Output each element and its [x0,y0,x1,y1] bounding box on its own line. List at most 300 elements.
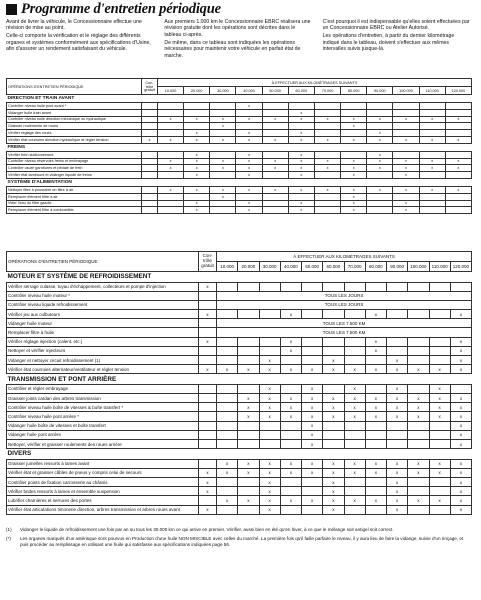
check-cell: x [429,459,450,468]
page-title: Programme d'entretien périodique [21,1,221,17]
check-cell: x [288,158,314,165]
check-cell: x [184,130,210,137]
check-cell: x [288,165,314,172]
check-cell [387,337,408,346]
check-cell [302,337,323,346]
check-cell [259,440,280,449]
check-cell: x [429,412,450,421]
check-cell [262,109,288,116]
operation-label: Contrôler points de fixation carrosserie au châssis [7,478,199,487]
check-cell [367,193,393,200]
check-cell [217,384,238,393]
check-cell: x [238,412,259,421]
check-cell [387,310,408,319]
check-cell [429,421,450,430]
check-cell: x [450,430,471,439]
table-row [7,468,472,477]
check-cell [236,109,262,116]
check-cell [142,207,158,214]
check-cell [210,200,236,207]
table-row [7,384,472,393]
check-cell: x [288,109,314,116]
section-row [7,449,472,460]
section-title: DIRECTION ET TRAIN AVANT [7,95,472,103]
check-cell: x [259,394,280,403]
check-cell: x [450,412,471,421]
check-cell [199,421,217,430]
section-row [7,143,472,151]
km-label: 60.000 [288,87,314,95]
ops-header: OPÉRATIONS D'ENTRETIEN PÉRIODIQUE [7,79,142,95]
check-cell [259,346,280,355]
check-cell [280,282,301,291]
check-cell [344,356,365,365]
check-cell: x [341,136,367,143]
check-cell: x [450,505,471,514]
operation-label: Vérifier état courroies alternateur/ventilateur et régler tension [7,365,199,374]
check-cell [217,356,238,365]
table-row [7,158,472,165]
check-cell: x [184,151,210,158]
check-cell: x [184,116,210,123]
check-cell [158,103,184,110]
check-cell [280,356,301,365]
check-cell [341,109,367,116]
check-cell: x [450,459,471,468]
check-cell [262,207,288,214]
check-cell [142,130,158,137]
check-cell [142,193,158,200]
table-row [7,291,472,300]
check-cell: x [419,136,445,143]
check-cell [445,200,471,207]
check-cell [199,459,217,468]
page-header [6,3,221,16]
check-cell: x [238,468,259,477]
check-cell [142,158,158,165]
check-cell [429,478,450,487]
check-cell: x [262,136,288,143]
operation-label: Nettoyer filtre à poussière en filtre à air [7,186,142,193]
table-row [7,346,472,355]
operation-label: Vérifier état courroies direction hydraulique et régler tension [7,136,142,143]
check-cell [344,421,365,430]
check-cell [199,328,217,337]
check-cell: x [302,421,323,430]
check-cell [217,337,238,346]
footnote-number: (1) [6,527,12,532]
check-cell: x [210,193,236,200]
check-cell [393,151,419,158]
check-cell: x [142,136,158,143]
km-header: À EFFECTUER AUX KILOMÉTRAGES SUIVANTS [217,252,472,262]
check-cell [288,193,314,200]
check-cell: x [280,459,301,468]
check-cell [419,193,445,200]
table-header-row [7,79,472,87]
intro-paragraph: De même, dans ce tableau sont indiquées les opérations nécessaires pour maintenir votre véhicule en parfait état de marche. [164,39,301,59]
table-row [7,200,472,207]
check-cell: x [302,365,323,374]
check-cell [445,103,471,110]
check-cell: x [259,384,280,393]
interval-note: TOUS LES JOURS [217,300,472,309]
check-cell [429,356,450,365]
operation-label: Remplacer élément filtre à air [7,193,142,200]
check-cell: x [387,412,408,421]
check-cell [365,478,386,487]
km-label: 70.000 [314,87,340,95]
check-cell [408,421,429,430]
check-cell: x [288,130,314,137]
operation-label: Remplacer élément filtre à combustible [7,207,142,214]
operation-label: Nettoyer, vérifier et graisser roulements des roues arrière [7,440,199,449]
check-cell: x [184,172,210,179]
operation-label: Vidanger huile train avant [7,109,142,116]
check-cell [262,172,288,179]
operation-label: Vérifier réglage injection (calent. etc.) [7,337,199,346]
check-cell: x [367,116,393,123]
check-cell: x [393,165,419,172]
km-label: 40.000 [280,262,301,272]
table-row [7,103,472,110]
footnote-text: Vidanger le liquide de refroidissement une fois par an ou tous les 30.000 km ce qui arrive en premier. Vérifier, aussi bien en été qu'en hiver, à ce que le mélange soit antigel soit correct. [20,527,394,532]
check-cell [210,151,236,158]
check-cell: x [259,478,280,487]
check-cell: x [302,403,323,412]
table-row [7,136,472,143]
table-row [7,356,472,365]
check-cell [344,310,365,319]
check-cell: x [344,412,365,421]
operation-label: Nettoyer et vérifier injecteurs [7,346,199,355]
km-label: 50.000 [302,262,323,272]
check-cell: x [387,459,408,468]
check-cell [280,440,301,449]
section-title: TRANSMISSION ET PONT ARRIÈRE [7,374,472,385]
operation-label: Lubrifier charnières et serrures des portes [7,496,199,505]
check-cell [323,346,344,355]
check-cell [323,310,344,319]
check-cell [314,123,340,130]
check-cell [365,421,386,430]
check-cell: x [236,151,262,158]
check-cell: x [367,151,393,158]
check-cell: x [262,158,288,165]
check-cell [210,130,236,137]
check-cell [450,384,471,393]
table-row [7,365,472,374]
check-cell: x [259,459,280,468]
km-label: 90.000 [387,262,408,272]
check-cell [158,207,184,214]
operation-label: Contrôler niveau liquide refroidissement [7,300,199,309]
table-row [7,165,472,172]
check-cell: x [344,403,365,412]
check-cell: x [199,468,217,477]
check-cell [262,123,288,130]
check-cell [408,346,429,355]
check-cell: x [323,356,344,365]
check-cell: x [288,151,314,158]
check-cell [429,505,450,514]
table-row [7,109,472,116]
km-label: 60.000 [323,262,344,272]
check-cell: x [302,430,323,439]
check-cell: x [387,505,408,514]
check-cell [408,310,429,319]
check-cell: x [367,158,393,165]
check-cell: x [393,186,419,193]
check-cell [429,440,450,449]
intro-paragraph: C'est pourquoi il est indispensable qu'elles soient effectuées par un Concessionnaire EBRC ou Atelier Autorisé. [322,19,470,32]
title-square-icon [6,4,17,15]
check-cell: x [344,468,365,477]
check-cell: x [387,356,408,365]
check-cell: x [445,186,471,193]
check-cell: x [365,365,386,374]
check-cell [365,282,386,291]
table-row [7,310,472,319]
check-cell [217,394,238,403]
check-cell [199,440,217,449]
check-cell: x [341,172,367,179]
check-cell: x [210,165,236,172]
check-cell: x [408,394,429,403]
check-cell [344,282,365,291]
operation-label: Contrôler niveau huile pont avant * [7,103,142,110]
check-cell [259,337,280,346]
check-cell [302,478,323,487]
check-cell: x [387,394,408,403]
operation-label: Vidanger huile moteur [7,319,199,328]
check-cell: x [158,136,184,143]
check-cell [259,310,280,319]
operation-label: Contrôler niveau huile moteur * [7,291,199,300]
check-cell: x [429,403,450,412]
check-cell [158,151,184,158]
check-cell [262,200,288,207]
check-cell [323,384,344,393]
check-cell: x [408,459,429,468]
operation-label: Contrôler niveau réservoirs freins et embrayage [7,158,142,165]
check-cell: x [217,365,238,374]
check-cell: x [450,440,471,449]
check-cell: x [365,412,386,421]
check-cell: x [341,200,367,207]
free-control-header: Con-trôle gratuit [142,79,158,95]
check-cell [344,346,365,355]
check-cell: x [393,116,419,123]
check-cell: x [323,459,344,468]
check-cell: x [259,412,280,421]
table-row [7,186,472,193]
check-cell [408,356,429,365]
check-cell [199,496,217,505]
check-cell [217,430,238,439]
check-cell: x [450,310,471,319]
free-control-header: Con-trôle gratuit [199,252,217,272]
check-cell: x [288,172,314,179]
check-cell: x [199,487,217,496]
check-cell [199,291,217,300]
check-cell: x [341,165,367,172]
ops-header: OPÉRATIONS D'ENTRETIEN PÉRIODIQUE [7,252,199,272]
check-cell: x [393,158,419,165]
operation-label: Vidanger huile pont arrière [7,430,199,439]
table-row [7,123,472,130]
check-cell: x [238,365,259,374]
check-cell [344,337,365,346]
check-cell [344,440,365,449]
check-cell: x [387,496,408,505]
check-cell: x [262,186,288,193]
check-cell [262,151,288,158]
check-cell: x [280,496,301,505]
check-cell: x [314,158,340,165]
check-cell [429,430,450,439]
check-cell [387,440,408,449]
check-cell [344,478,365,487]
check-cell: x [217,459,238,468]
km-label: 20.000 [238,262,259,272]
check-cell: x [450,421,471,430]
check-cell [302,505,323,514]
check-cell: x [365,394,386,403]
check-cell: x [288,116,314,123]
check-cell: x [238,459,259,468]
check-cell [288,123,314,130]
maintenance-table-small [6,78,472,214]
check-cell: x [367,186,393,193]
check-cell: x [184,200,210,207]
operation-label: Vérifier état articulations timonerie direction, arbres transmission et arbres roues avant [7,505,199,514]
check-cell [142,109,158,116]
table-header-row [7,252,472,262]
check-cell: x [387,478,408,487]
check-cell [367,103,393,110]
check-cell: x [158,116,184,123]
check-cell: x [408,403,429,412]
check-cell [365,356,386,365]
check-cell: x [450,478,471,487]
check-cell: x [314,186,340,193]
check-cell: x [236,158,262,165]
km-label: 80.000 [341,87,367,95]
operation-label: Vérifier brides ressorts à lames et ensemble suspension [7,487,199,496]
operation-label: Vidanger huile boîte de vitesses et boîte transfert [7,421,199,430]
check-cell [280,384,301,393]
check-cell: x [450,346,471,355]
check-cell [199,300,217,309]
check-cell: x [217,468,238,477]
km-label: 30.000 [210,87,236,95]
check-cell [158,193,184,200]
check-cell [210,207,236,214]
check-cell: x [302,412,323,421]
intro-paragraph: Aux premiers 1.000 km le Concessionnaire EBRC réalisera une révision gratuite dont les opérations sont décrites dans le tableau ci-après. [164,19,311,38]
footnote [6,536,471,548]
check-cell [393,109,419,116]
check-cell: x [217,496,238,505]
check-cell: x [344,384,365,393]
intro-paragraph: Celle-ci comporte la vérification et le réglage des différents organes et systèmes conformément aux spécifications d'Usine, afin d'assurer un rendement satisfaisant du véhicule. [6,33,151,53]
check-cell: x [344,459,365,468]
section-title: MOTEUR ET SYSTÈME DE REFROIDISSEMENT [7,272,472,283]
maintenance-table-large [6,251,472,515]
km-label: 20.000 [184,87,210,95]
intro-column-2 [164,19,312,60]
km-label: 30.000 [259,262,280,272]
check-cell [365,384,386,393]
intro-paragraph: Avant de livrer la véhicule, le Concessionnaire effectue une révision de mise au point. [6,19,142,32]
check-cell [367,109,393,116]
check-cell [419,200,445,207]
check-cell [323,430,344,439]
check-cell: x [387,403,408,412]
table-row [7,300,472,309]
check-cell [367,172,393,179]
check-cell: x [387,384,408,393]
check-cell: x [445,165,471,172]
check-cell [158,123,184,130]
check-cell: x [288,136,314,143]
check-cell [314,193,340,200]
check-cell [259,282,280,291]
check-cell [259,430,280,439]
check-cell: x [429,365,450,374]
check-cell [429,487,450,496]
check-cell [238,346,259,355]
check-cell: x [387,468,408,477]
check-cell: x [199,365,217,374]
km-label: 110.000 [419,87,445,95]
check-cell [217,412,238,421]
check-cell [365,505,386,514]
check-cell: x [210,136,236,143]
operation-label: Vérifier serrage culasse, tuyau d'échappement, collecteurs et pompe d'injection [7,282,199,291]
table-row [7,412,472,421]
check-cell: x [429,496,450,505]
check-cell: x [314,136,340,143]
check-cell [280,430,301,439]
check-cell [217,346,238,355]
check-cell [341,130,367,137]
check-cell: x [323,365,344,374]
footnotes [6,527,471,551]
footnote [6,527,471,533]
check-cell: x [393,172,419,179]
check-cell [365,440,386,449]
operation-label: Vider l'eau du filtre gazole [7,200,142,207]
check-cell [238,310,259,319]
check-cell: x [365,403,386,412]
check-cell [302,346,323,355]
check-cell: x [280,337,301,346]
check-cell [262,193,288,200]
check-cell: x [262,165,288,172]
check-cell [408,478,429,487]
check-cell [314,109,340,116]
check-cell [217,282,238,291]
check-cell: x [314,165,340,172]
check-cell: x [210,186,236,193]
check-cell [238,478,259,487]
check-cell [199,319,217,328]
check-cell [262,130,288,137]
check-cell: x [238,403,259,412]
table-row [7,151,472,158]
